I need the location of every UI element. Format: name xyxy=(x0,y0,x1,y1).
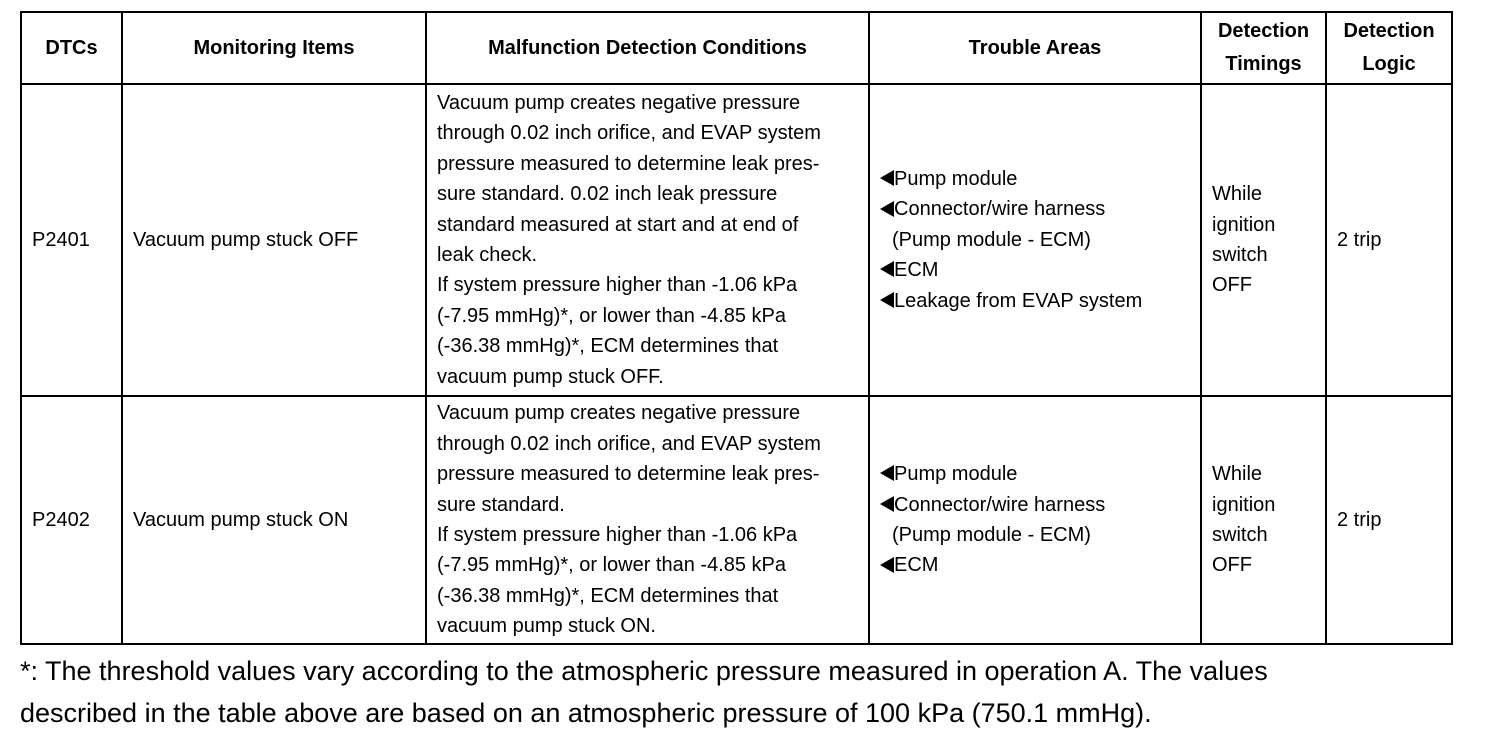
trouble-area-item xyxy=(880,286,1190,316)
condition-line: pressure measured to determine leak pres- xyxy=(437,152,820,175)
condition-line: through 0.02 inch orifice, and EVAP system xyxy=(437,122,821,145)
condition-line: sure standard. 0.02 inch leak pressure xyxy=(437,183,778,206)
timing-line: ignition xyxy=(1212,213,1276,236)
condition-line: Vacuum pump creates negative pressure xyxy=(437,91,801,114)
header-timings-line: Detection xyxy=(1217,20,1310,42)
monitoring-item: Vacuum pump stuck ON xyxy=(122,396,426,644)
trouble-area-label: Connector/wire harness xyxy=(894,198,1106,221)
trouble-area-label: Connector/wire harness xyxy=(894,493,1106,516)
header-detection-logic xyxy=(1326,12,1452,84)
dtc-code: P2401 xyxy=(21,84,122,396)
detection-timing xyxy=(1201,84,1326,396)
detection-conditions xyxy=(426,84,869,396)
timing-line: switch xyxy=(1212,244,1268,266)
trouble-area-label: Leakage from EVAP system xyxy=(894,289,1143,312)
header-dtcs: DTCs xyxy=(21,12,122,84)
dtc-code: P2402 xyxy=(21,396,122,644)
bullet-triangle-icon xyxy=(880,292,894,308)
detection-conditions xyxy=(426,396,869,644)
header-timings-line: Timings xyxy=(1225,53,1302,75)
condition-line: (-36.38 mmHg)*, ECM determines that xyxy=(437,335,779,358)
header-detection-timings xyxy=(1201,12,1326,84)
monitoring-item: Vacuum pump stuck OFF xyxy=(122,84,426,396)
trouble-area-label: Pump module xyxy=(894,167,1018,190)
trouble-area-item xyxy=(880,164,1190,194)
condition-line: If system pressure higher than -1.06 kPa xyxy=(437,524,798,546)
condition-line: standard measured at start and at end of xyxy=(437,213,799,236)
trouble-area-item xyxy=(880,550,1190,580)
bullet-triangle-icon xyxy=(880,261,894,277)
bullet-triangle-icon xyxy=(880,496,894,512)
trouble-areas xyxy=(869,396,1201,644)
trouble-area-sub: (Pump module - ECM) xyxy=(892,228,1091,251)
bullet-triangle-icon xyxy=(880,201,894,217)
footnote xyxy=(20,650,1480,734)
footnote-line: described in the table above are based on an atmospheric pressure of 100 kPa (750.1 mmHg). xyxy=(20,698,1152,728)
condition-line: pressure measured to determine leak pres- xyxy=(437,463,820,486)
timing-line: While xyxy=(1212,183,1263,206)
trouble-area-item xyxy=(880,255,1190,285)
bullet-triangle-icon xyxy=(880,557,894,573)
condition-line: Vacuum pump creates negative pressure xyxy=(437,402,801,425)
detection-logic: 2 trip xyxy=(1326,84,1452,396)
header-logic-line: Logic xyxy=(1362,53,1416,75)
trouble-areas xyxy=(869,84,1201,396)
trouble-area-sub: (Pump module - ECM) xyxy=(892,524,1091,546)
table-row xyxy=(21,396,1452,644)
condition-line: through 0.02 inch orifice, and EVAP system xyxy=(437,432,821,455)
bullet-triangle-icon xyxy=(880,170,894,186)
trouble-area-item xyxy=(880,194,1190,224)
header-conditions: Malfunction Detection Conditions xyxy=(426,12,869,84)
condition-line: If system pressure higher than -1.06 kPa xyxy=(437,274,798,297)
condition-line: (-7.95 mmHg)*, or lower than -4.85 kPa xyxy=(437,554,787,577)
header-logic-line: Detection xyxy=(1343,20,1435,42)
condition-line: (-7.95 mmHg)*, or lower than -4.85 kPa xyxy=(437,304,787,327)
trouble-area-item xyxy=(880,459,1190,489)
footnote-line: *: The threshold values vary according to the atmospheric pressure measured in operation A. The values xyxy=(20,656,1268,686)
trouble-area-label: Pump module xyxy=(894,463,1018,486)
bullet-triangle-icon xyxy=(880,465,894,481)
detection-logic: 2 trip xyxy=(1326,396,1452,644)
timing-line: ignition xyxy=(1212,493,1276,516)
condition-line: (-36.38 mmHg)*, ECM determines that xyxy=(437,584,779,607)
trouble-area-label: ECM xyxy=(894,554,939,577)
timing-line: switch xyxy=(1212,524,1268,546)
trouble-area-item xyxy=(880,490,1190,520)
timing-line: While xyxy=(1212,463,1263,486)
timing-line: OFF xyxy=(1212,274,1252,297)
condition-line: vacuum pump stuck ON. xyxy=(437,615,656,638)
trouble-area-label: ECM xyxy=(894,259,939,282)
timing-line: OFF xyxy=(1212,554,1252,577)
dtc-table xyxy=(20,11,1453,645)
condition-line: vacuum pump stuck OFF. xyxy=(437,365,664,388)
detection-timing xyxy=(1201,396,1326,644)
header-monitoring-items: Monitoring Items xyxy=(122,12,426,84)
header-row xyxy=(21,12,1452,84)
header-trouble-areas: Trouble Areas xyxy=(869,12,1201,84)
condition-line: leak check. xyxy=(437,244,538,266)
condition-line: sure standard. xyxy=(437,493,565,516)
table-row xyxy=(21,84,1452,396)
